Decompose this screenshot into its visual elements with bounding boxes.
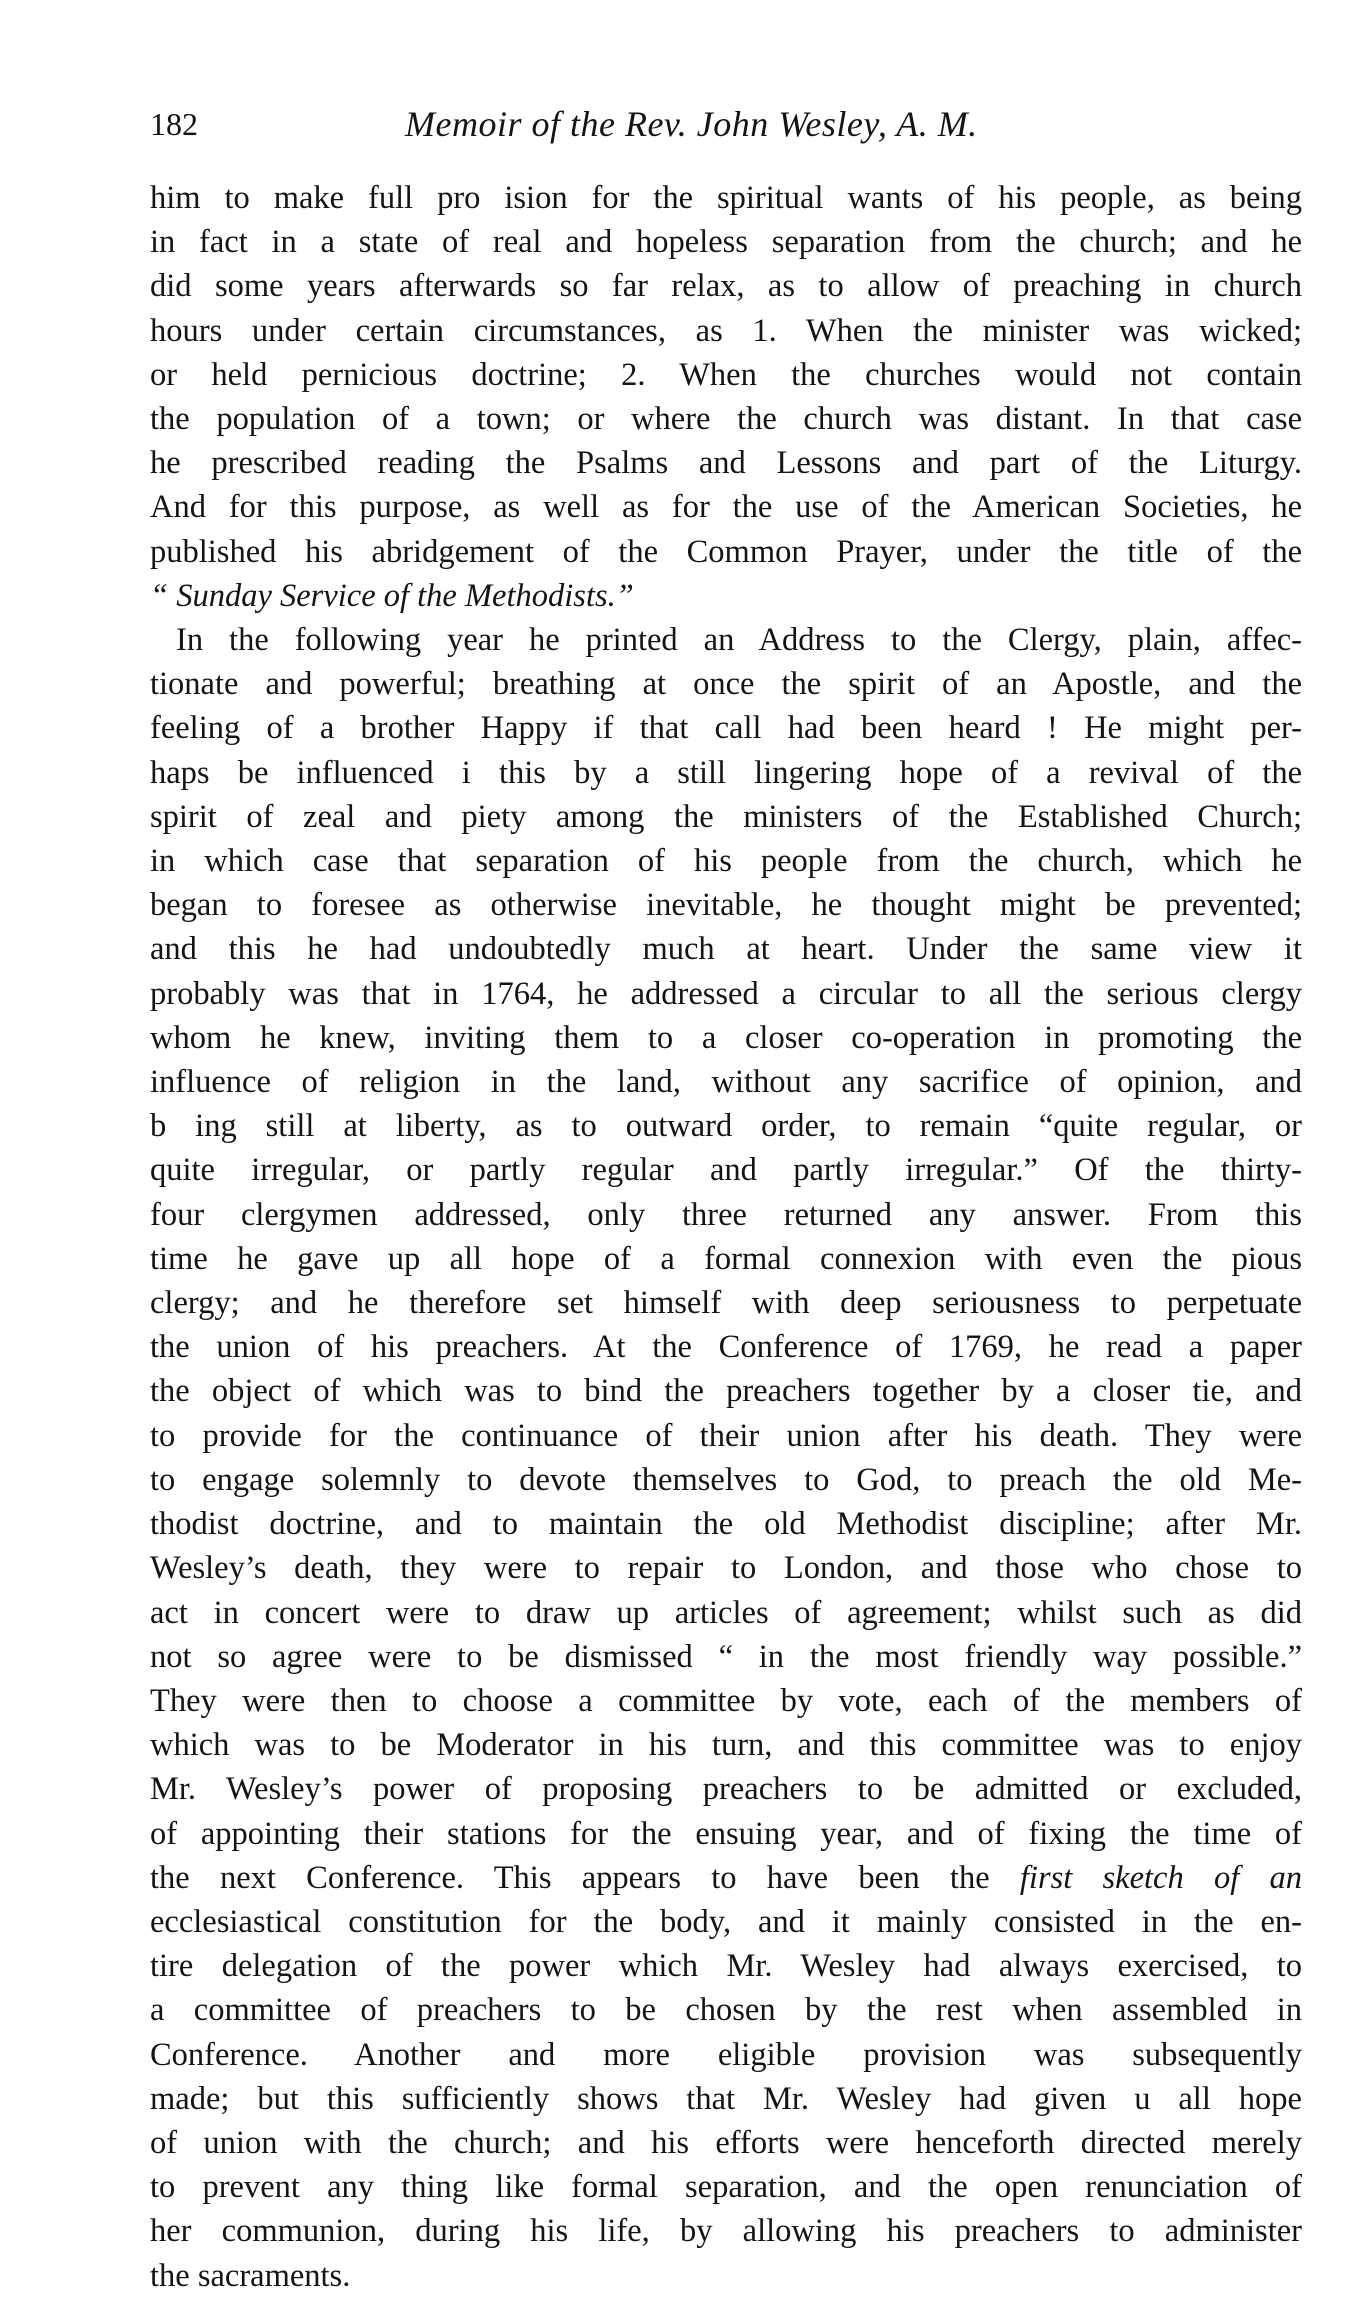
text-line: in which case that separation of his people from the church, which he — [150, 843, 1302, 880]
text-line — [150, 1856, 1302, 1900]
text-line: b ing still at liberty, as to outward order, to remain “quite regular, or — [150, 1108, 1302, 1145]
text-line: clergy; and he therefore set himself with deep seriousness to perpetuate — [150, 1285, 1302, 1322]
paragraph — [150, 176, 1302, 618]
text-line: a committee of preachers to be chosen by the rest when assembled in — [150, 1992, 1302, 2029]
text-line: to prevent any thing like formal separation, and the open renunciation of — [150, 2169, 1302, 2206]
text-line: quite irregular, or partly regular and partly irregular.” Of the thirty- — [150, 1152, 1302, 1189]
text-line: of union with the church; and his efforts were henceforth directed merely — [150, 2124, 1302, 2161]
book-page — [150, 100, 1302, 2298]
text-line: began to foresee as otherwise inevitable, he thought might be prevented; — [150, 887, 1302, 924]
text-line: to provide for the continuance of their union after his death. They were — [150, 1417, 1302, 1454]
text-line: not so agree were to be dismissed “ in the most friendly way possible.” — [150, 1638, 1302, 1675]
text-line: influence of religion in the land, without any sacrifice of opinion, and — [150, 1064, 1302, 1101]
body-text — [150, 176, 1302, 2298]
text-line: of appointing their stations for the ensuing year, and of fixing the time of — [150, 1815, 1302, 1852]
text-line: Conference. Another and more eligible provision was subsequently — [150, 2036, 1302, 2073]
running-title: Memoir of the Rev. John Wesley, A. M. — [405, 104, 978, 144]
text-line: him to make full pro ision for the spiritual wants of his people, as being — [150, 180, 1302, 216]
text-line: the union of his preachers. At the Conference of 1769, he read a paper — [150, 1329, 1302, 1366]
text-line: whom he knew, inviting them to a closer co-operation in promoting the — [150, 1019, 1302, 1056]
text-line: ecclesiastical constitution for the body, and it mainly consisted in the en- — [150, 1903, 1302, 1940]
text-line: Mr. Wesley’s power of proposing preachers to be admitted or excluded, — [150, 1771, 1302, 1808]
text-line: time he gave up all hope of a formal connexion with even the pious — [150, 1240, 1302, 1277]
italic-run: first sketch of an — [1019, 1859, 1302, 1896]
text-line: the population of a town; or where the church was distant. In that case — [150, 401, 1302, 438]
text-run: the next Conference. This appears to have been the — [150, 1859, 1020, 1896]
text-line: the sacraments. — [150, 2257, 351, 2294]
text-line: haps be influenced i this by a still lingering hope of a revival of the — [150, 754, 1302, 791]
text-line: he prescribed reading the Psalms and Lessons and part of the Liturgy. — [150, 445, 1302, 482]
text-line: thodist doctrine, and to maintain the old Methodist discipline; after Mr. — [150, 1506, 1302, 1543]
text-line: and this he had undoubtedly much at heart. Under the same view it — [150, 931, 1302, 968]
text-line: act in concert were to draw up articles of agreement; whilst such as did — [150, 1594, 1302, 1631]
text-line: four clergymen addressed, only three returned any answer. From this — [150, 1196, 1302, 1233]
text-line: And for this purpose, as well as for the use of the American Societies, he — [150, 489, 1302, 526]
text-line: which was to be Moderator in his turn, and this committee was to enjoy — [150, 1727, 1302, 1764]
text-line: in fact in a state of real and hopeless separation from the church; and he — [150, 224, 1302, 261]
text-line: feeling of a brother Happy if that call had been heard ! He might per- — [150, 710, 1302, 747]
text-line: “ Sunday Service of the Methodists.” — [150, 577, 634, 614]
text-line: the object of which was to bind the preachers together by a closer tie, and — [150, 1373, 1302, 1410]
text-line: to engage solemnly to devote themselves to God, to preach the old Me- — [150, 1461, 1302, 1498]
text-line: published his abridgement of the Common Prayer, under the title of the — [150, 533, 1302, 570]
text-line: tire delegation of the power which Mr. Wesley had always exercised, to — [150, 1948, 1302, 1985]
page-number: 182 — [150, 106, 198, 142]
text-line: spirit of zeal and piety among the ministers of the Established Church; — [150, 798, 1302, 835]
text-line: made; but this sufficiently shows that Mr. Wesley had given u all hope — [150, 2080, 1302, 2117]
running-head — [150, 100, 1302, 148]
paragraph — [150, 618, 1302, 2298]
text-line: Wesley’s death, they were to repair to London, and those who chose to — [150, 1550, 1302, 1587]
text-line: They were then to choose a committee by vote, each of the members of — [150, 1682, 1302, 1719]
text-line: or held pernicious doctrine; 2. When the churches would not contain — [150, 356, 1302, 393]
text-line: hours under certain circumstances, as 1. When the minister was wicked; — [150, 312, 1302, 349]
text-line: probably was that in 1764, he addressed a circular to all the serious clergy — [150, 975, 1302, 1012]
text-line: her communion, during his life, by allowing his preachers to administer — [150, 2213, 1302, 2250]
text-line: did some years afterwards so far relax, as to allow of preaching in church — [150, 268, 1302, 305]
text-line: tionate and powerful; breathing at once the spirit of an Apostle, and the — [150, 666, 1302, 703]
text-line: In the following year he printed an Address to the Clergy, plain, affec- — [176, 622, 1302, 659]
